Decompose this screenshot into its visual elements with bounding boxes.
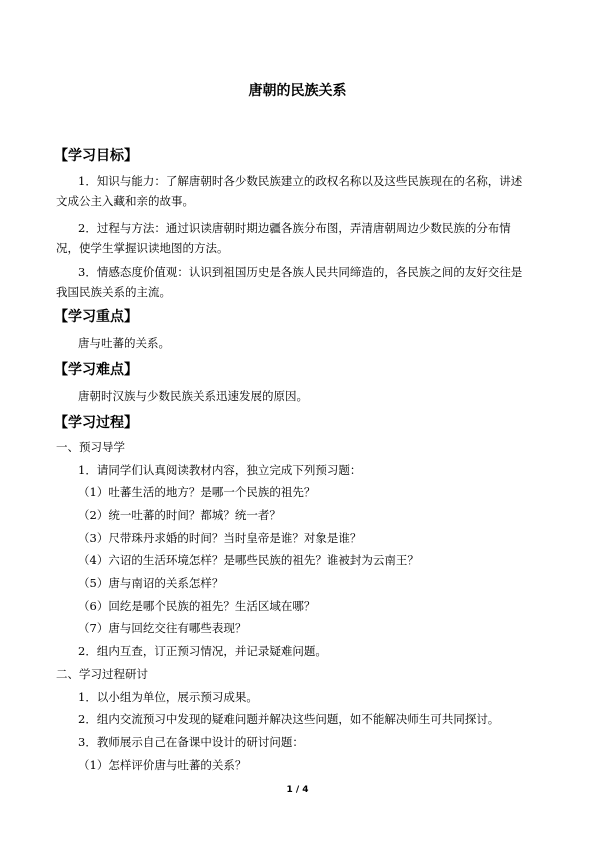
- process-item: 1．请同学们认真阅读教材内容，独立完成下列预习题：: [78, 463, 362, 477]
- process-item: 2．组内互查，订正预习情况，并记录疑难问题。: [78, 644, 327, 658]
- objectives-heading: 【学习目标】: [54, 148, 138, 164]
- objective-line: 文成公主入藏和亲的故事。: [56, 194, 194, 208]
- objective-line: 况，使学生掌握识读地图的方法。: [56, 241, 229, 255]
- process-item: 1．以小组为单位，展示预习成果。: [78, 690, 258, 704]
- key-point-heading: 【学习重点】: [54, 309, 138, 325]
- key-point-text: 唐与吐蕃的关系。: [78, 336, 170, 350]
- page-number: 1 / 4: [286, 785, 309, 795]
- question-item: （3）尺带珠丹求婚的时间？当时皇帝是谁？对象是谁？: [78, 531, 362, 545]
- process-item: 3．教师展示自己在备课中设计的研讨问题：: [78, 735, 304, 749]
- question-item: （5）唐与南诏的关系怎样？: [78, 576, 224, 590]
- question-item: （6）回纥是哪个民族的祖先？生活区域在哪？: [78, 599, 316, 613]
- difficulty-text: 唐朝时汉族与少数民族关系迅速发展的原因。: [78, 389, 308, 403]
- objective-line: 我国民族关系的主流。: [56, 285, 171, 299]
- process-item: 2．组内交流预习中发现的疑难问题并解决这些问题，如不能解决师生可共同探讨。: [78, 712, 500, 726]
- process-heading: 【学习过程】: [54, 415, 138, 431]
- question-item: （1）吐蕃生活的地方？是哪一个民族的祖先？: [78, 485, 316, 499]
- difficulty-heading: 【学习难点】: [54, 362, 138, 378]
- question-item: （7）唐与回纥交往有哪些表现？: [78, 621, 247, 635]
- section-heading: 一、预习导学: [56, 440, 125, 454]
- objective-line: 2．过程与方法：通过识读唐朝时期边疆各族分布图，弄清唐朝周边少数民族的分布情: [78, 221, 511, 235]
- objective-line: 1．知识与能力：了解唐朝时各少数民族建立的政权名称以及这些民族现在的名称，讲述: [78, 174, 523, 188]
- question-item: （4）六诏的生活环境怎样？是哪些民族的祖先？谁被封为云南王？: [78, 553, 419, 567]
- question-item: （1）怎样评价唐与吐蕃的关系？: [78, 758, 247, 772]
- section-heading: 二、学习过程研讨: [56, 667, 148, 681]
- question-item: （2）统一吐蕃的时间？都城？统一者？: [78, 508, 281, 522]
- page-title: 唐朝的民族关系: [248, 83, 347, 99]
- objective-line: 3．情感态度价值观：认识到祖国历史是各族人民共同缔造的，各民族之间的友好交往是: [78, 265, 523, 279]
